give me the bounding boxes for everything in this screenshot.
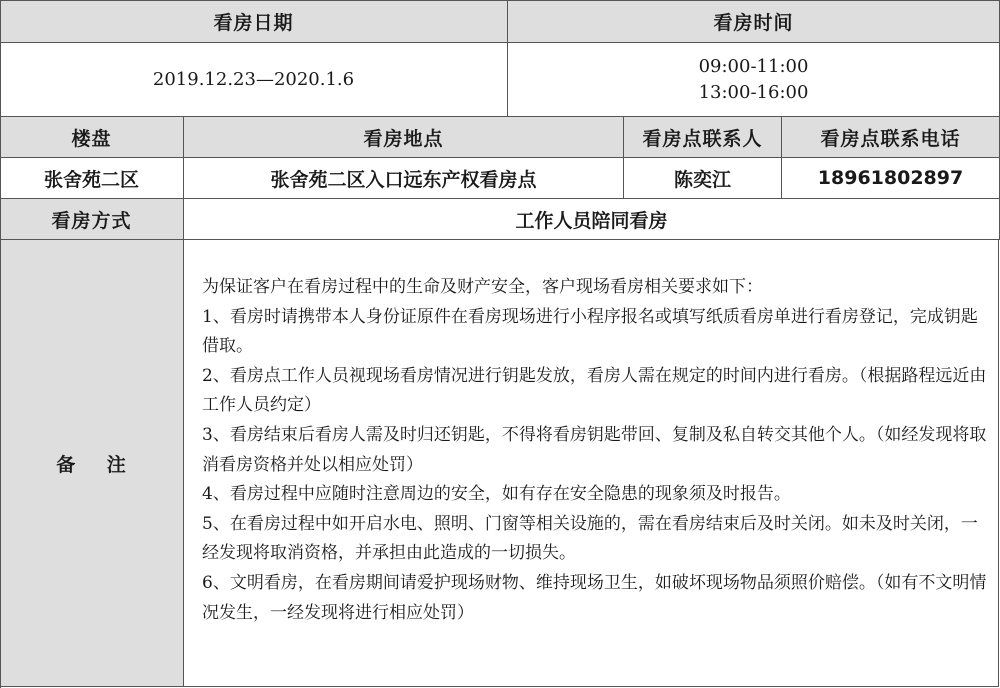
phone-header: 看房点联系电话 <box>782 117 1000 158</box>
notes-item-5: 5、在看房过程中如开启水电、照明、门窗等相关设施的，需在看房结束后及时关闭。如未及时关闭，一经发现将取消资格，并承担由此造成的一切损失。 <box>202 513 978 564</box>
notes-intro: 为保证客户在看房过程中的生命及财产安全，客户现场看房相关要求如下： <box>202 277 763 297</box>
method-header: 看房方式 <box>0 199 184 240</box>
notes-item-6: 6、文明看房，在看房期间请爱护现场财物、维持现场卫生，如破坏现场物品须照价赔偿。（如有不文明情况发生，一经发现将进行相应处罚） <box>202 572 987 623</box>
contact-header: 看房点联系人 <box>624 117 782 158</box>
notes-content <box>184 240 999 687</box>
time-slots <box>508 43 1000 117</box>
notes-item-1: 1、看房时请携带本人身份证原件在看房现场进行小程序报名或填写纸质看房单进行看房登记，完成钥匙借取。 <box>202 306 978 357</box>
property-header: 楼盘 <box>0 117 184 158</box>
location-header: 看房地点 <box>184 117 624 158</box>
notes-item-2: 2、看房点工作人员视现场看房情况进行钥匙发放，看房人需在规定的时间内进行看房。（根据路程远近由工作人员约定） <box>202 365 987 416</box>
property-name: 张舍苑二区 <box>0 158 184 199</box>
viewing-method: 工作人员陪同看房 <box>184 199 1000 240</box>
time-slot-morning: 09:00-11:00 <box>698 55 809 77</box>
notes-header: 备 注 <box>0 240 184 687</box>
notes-item-4: 4、看房过程中应随时注意周边的安全，如有存在安全隐患的现象须及时报告。 <box>202 484 791 505</box>
contact-phone: 18961802897 <box>782 158 1000 199</box>
contact-name: 陈奕江 <box>624 158 782 199</box>
time-slot-afternoon: 13:00-16:00 <box>698 81 809 103</box>
notes-item-3: 3、看房结束后看房人需及时归还钥匙，不得将看房钥匙带回、复制及私自转交其他个人。（如经发现将取消看房资格并处以相应处罚） <box>202 424 987 475</box>
date-range: 2019.12.23—2020.1.6 <box>0 43 508 117</box>
viewing-location: 张舍苑二区入口远东产权看房点 <box>184 158 624 199</box>
date-header: 看房日期 <box>0 0 508 43</box>
time-header: 看房时间 <box>508 0 1000 43</box>
